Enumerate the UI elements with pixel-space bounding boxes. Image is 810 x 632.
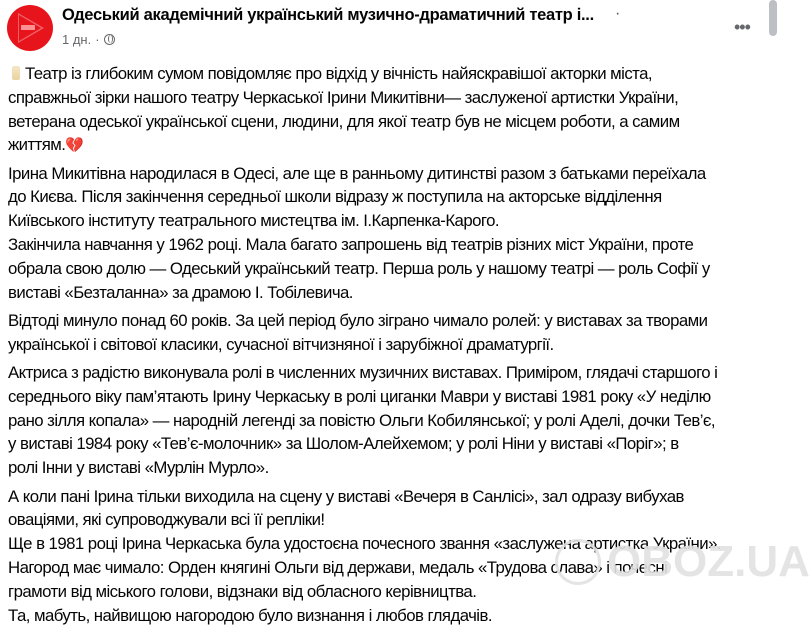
line-text: грамоти від міського голови, відзнаки від обласного керівництва. — [8, 581, 477, 601]
line-text: обрала свою долю — Одеський український театр. Перша роль у нашому театрі — роль Софії у — [8, 258, 710, 278]
post-paragraph — [8, 62, 721, 157]
text-line — [8, 385, 721, 409]
line-text: української і світової класики, сучасної вітчизняної і зарубіжної драматургії. — [8, 334, 554, 354]
post-meta — [62, 32, 115, 47]
line-text: ветерана одеської української сцени, людини, для якої театр був не місцем роботи, а самим — [8, 111, 680, 131]
line-text: оваціями, які супроводжували всі її репліки! — [8, 510, 325, 530]
line-text: Ще в 1981 році Ірина Черкаська була удостоєна почесного звання «заслужена артистка України». — [8, 534, 721, 554]
line-text: Театр із глибоким сумом повідомляє про відхід у вічність найяскравішої акторки міста, — [25, 64, 653, 83]
title-separator: · — [615, 5, 621, 22]
candle-icon — [12, 66, 20, 80]
text-line — [8, 333, 721, 357]
line-text: Та, мабуть, найвищою нагородою було визнання і любов глядачів. — [8, 605, 492, 625]
watermark — [555, 537, 810, 587]
meta-separator: · — [95, 32, 100, 47]
line-text: рано зілля копала» — народній легенді за повістю Ольги Кобилянської; у ролі Аделі, дочки Тев’є, — [8, 410, 716, 430]
line-text: до Києва. Після закінчення середньої школи відразу ж поступила на акторське відділення — [8, 187, 662, 207]
broken-heart-icon: 💔 — [65, 137, 84, 155]
line-text: середнього віку пам’ятають Ірину Черкаську в ролі циганки Маври у виставі 1981 року «У неділю — [8, 386, 711, 406]
post-paragraph — [8, 162, 721, 305]
logo-text-mark — [21, 25, 35, 30]
text-line — [8, 162, 721, 186]
line-text: справжньої зірки нашого театру Черкаської Ірини Микитівни— заслуженої артистки України, — [8, 87, 679, 107]
text-line — [8, 604, 721, 628]
watermark-text: OBOZ.UA — [607, 537, 810, 586]
text-line — [8, 409, 721, 433]
text-line — [8, 257, 721, 281]
text-line — [8, 309, 721, 333]
text-line — [8, 209, 721, 233]
globe-icon — [104, 34, 115, 45]
text-line — [8, 133, 721, 157]
line-text: Актриса з радістю виконувала ролі в численних музичних виставах. Приміром, глядачі старшого і — [8, 363, 718, 383]
scrollbar[interactable] — [769, 0, 777, 36]
line-text: ролі Інни у виставі «Мурлін Мурло». — [8, 458, 269, 478]
line-text: у виставі 1984 року «Тев’є-молочник» за Шолом-Алейхемом; у ролі Ніни у виставі «Поріг»; в — [8, 434, 679, 454]
text-line — [8, 432, 721, 456]
text-line — [8, 508, 721, 532]
text-line — [8, 361, 721, 385]
text-line — [8, 110, 721, 134]
text-line — [8, 281, 721, 305]
text-line — [8, 233, 721, 257]
text-line — [8, 86, 721, 110]
line-text: Відтоді минуло понад 60 років. За цей період було зіграно чимало ролей: у виставах за творами — [8, 310, 708, 330]
page-avatar[interactable] — [7, 5, 53, 51]
text-line — [8, 62, 721, 86]
line-text: виставі «Безталанна» за драмою І. Тобілевича. — [8, 282, 353, 302]
post-paragraph — [8, 361, 721, 480]
line-text: Нагород має чимало: Орден княгині Ольги від держави, медаль «Трудова слава» і почесні — [8, 557, 668, 577]
line-text: А коли пані Ірина тільки виходила на сцену у виставі «Вечеря в Санлісі», зал одразу вибухав — [8, 486, 684, 506]
post-timestamp[interactable]: 1 дн. — [62, 32, 92, 47]
post-paragraph — [8, 309, 721, 357]
line-text: життям. — [8, 135, 66, 155]
more-options-button[interactable]: ••• — [734, 17, 750, 37]
line-text: Закінчила навчання у 1962 році. Мала багато запрошень від театрів різних міст України, проте — [8, 235, 694, 255]
text-line — [8, 185, 721, 209]
line-text: Київського інституту театрального мистецтва ім. І.Карпенка-Карого. — [8, 211, 499, 231]
line-text: Ірина Микитівна народилася в Одесі, але ще в ранньому дитинстві разом з батьками переїхала — [8, 163, 706, 183]
text-line — [8, 485, 721, 509]
text-line — [8, 456, 721, 480]
watermark-globe-icon — [555, 539, 601, 585]
page-name-link[interactable]: Одеський академічний український музично-драматичний театр і... — [62, 6, 594, 24]
